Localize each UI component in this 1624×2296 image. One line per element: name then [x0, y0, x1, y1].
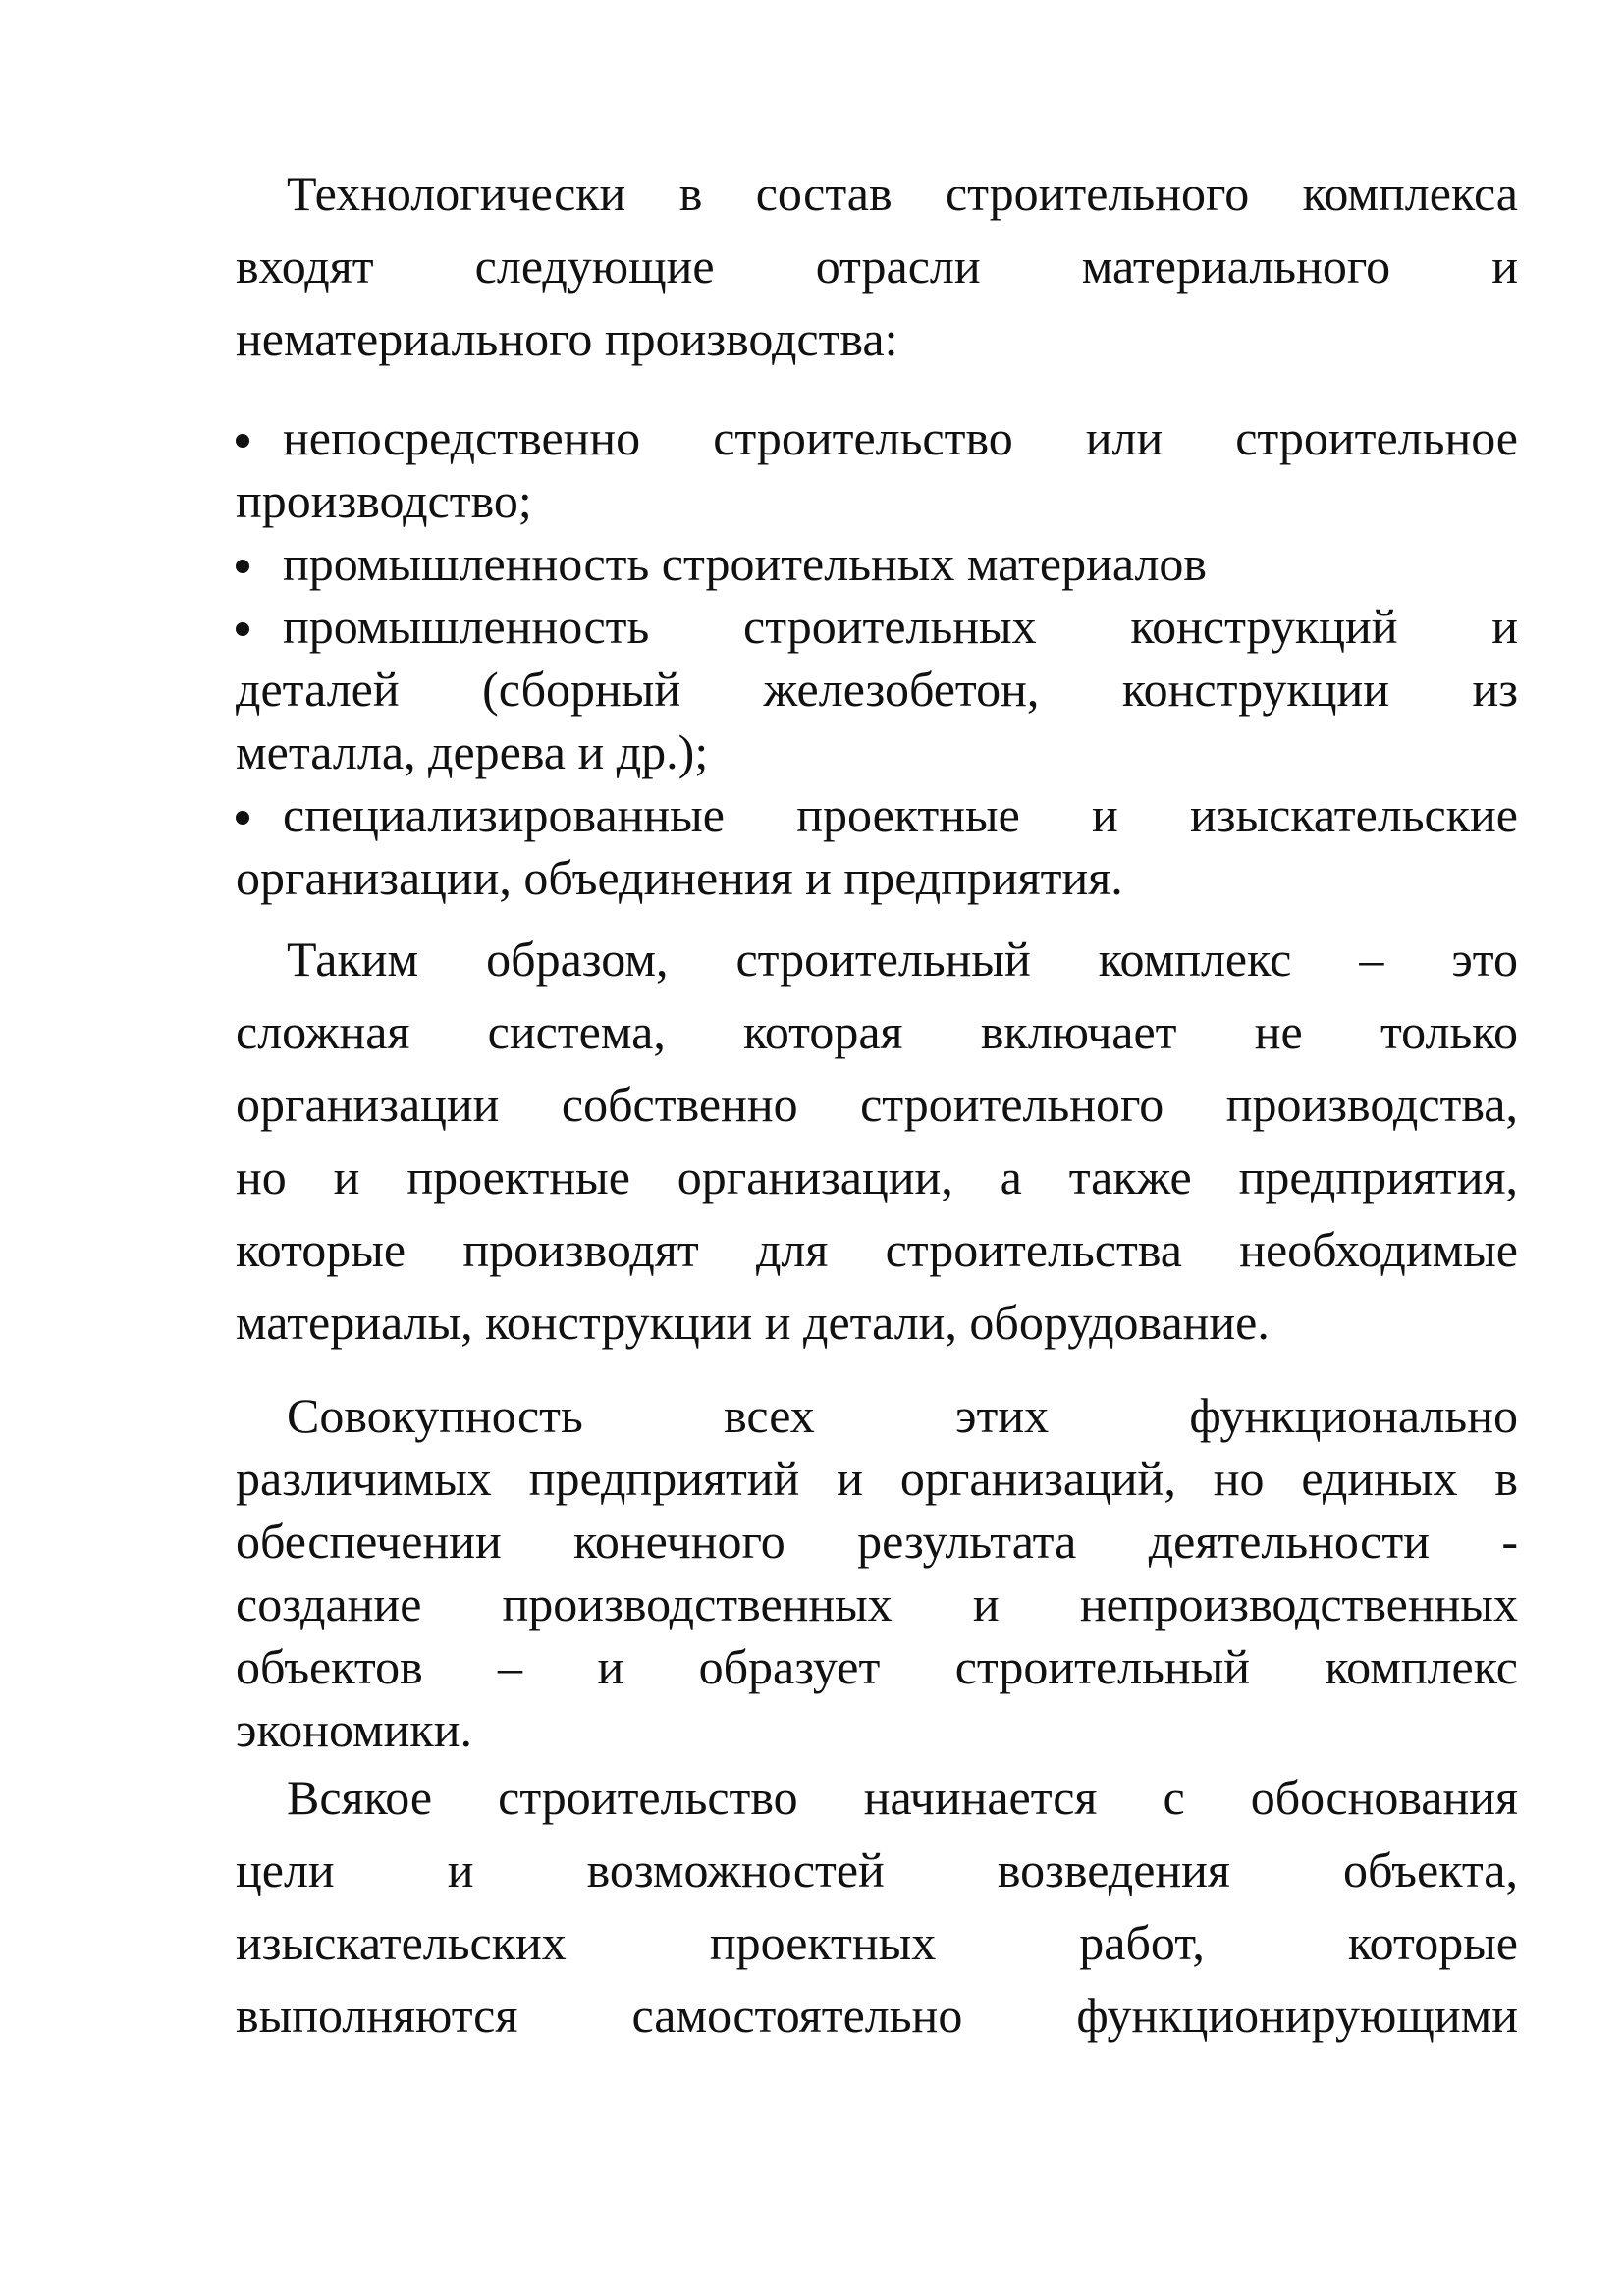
list-item-text: организации, объединения и предприятия. — [236, 850, 1123, 905]
paragraph-line: объектов – и образует строительный комплекс — [236, 1639, 1518, 1694]
paragraph-line: выполняются самостоятельно функционирующими — [236, 1988, 1518, 2043]
list-item — [236, 595, 1518, 783]
bullet-icon — [236, 783, 283, 846]
paragraph-line: экономики. — [236, 1702, 472, 1757]
list-item-text: деталей (сборный железобетон, конструкции из — [236, 662, 1518, 717]
paragraph-line: цели и возможностей возведения объекта, — [236, 1842, 1518, 1897]
paragraph-line: Технологически в состав строительного комплекса — [287, 166, 1518, 221]
paragraph-line: обеспечении конечного результата деятельности - — [236, 1514, 1518, 1569]
paragraph-line: Таким образом, строительный комплекс – это — [287, 932, 1518, 987]
bullet-list — [236, 406, 1518, 909]
list-item — [236, 532, 1518, 595]
list-item-text: металла, дерева и др.); — [236, 724, 709, 779]
list-item — [236, 406, 1518, 532]
list-item-text: промышленность строительных конструкций и — [283, 599, 1518, 654]
list-item-text: непосредственно строительство или строительное — [283, 410, 1518, 465]
list-item-text: специализированные проектные и изыскательские — [283, 787, 1518, 842]
paragraph-line: нематериального производства: — [236, 311, 898, 366]
paragraph-line: Всякое строительство начинается с обоснования — [287, 1770, 1518, 1825]
bullet-icon — [236, 595, 283, 658]
closing-paragraph — [236, 1761, 1518, 2052]
paragraph-line: организации собственно строительного производства, — [236, 1077, 1518, 1132]
list-item-text: промышленность строительных материалов — [283, 536, 1208, 591]
paragraph-line: но и проектные организации, а также предприятия, — [236, 1149, 1518, 1204]
paragraph-line: сложная система, которая включает не только — [236, 1004, 1518, 1059]
list-item — [236, 783, 1518, 909]
definition-paragraph — [236, 1384, 1518, 1761]
summary-paragraph — [236, 923, 1518, 1359]
bullet-icon — [236, 406, 283, 469]
paragraph-line: изыскательских проектных работ, которые — [236, 1915, 1518, 1970]
list-item-text: производство; — [236, 473, 532, 528]
intro-paragraph — [236, 157, 1518, 375]
paragraph-line: создание производственных и непроизводственных — [236, 1576, 1518, 1631]
paragraph-line: материалы, конструкции и детали, оборудование. — [236, 1295, 1270, 1350]
bullet-icon — [236, 532, 283, 595]
paragraph-line: которые производят для строительства необходимые — [236, 1222, 1518, 1277]
paragraph-line: различимых предприятий и организаций, но единых в — [236, 1451, 1518, 1506]
paragraph-line: Совокупность всех этих функционально — [287, 1388, 1518, 1443]
paragraph-line: входят следующие отрасли материального и — [236, 239, 1518, 294]
